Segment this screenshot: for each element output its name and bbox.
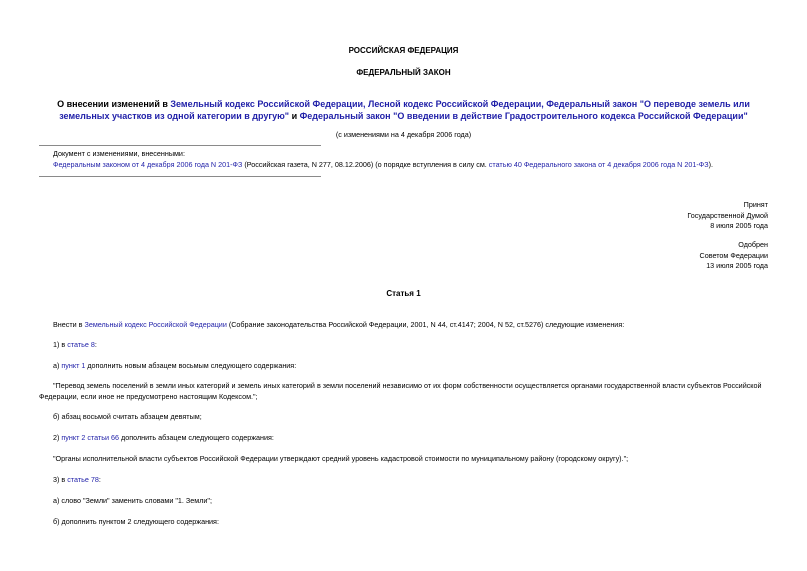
item-1a-link-point-1[interactable]: пункт 1 xyxy=(61,361,86,370)
adoption-accepted: Принят xyxy=(743,200,768,209)
amendments-label: Документ с изменениями, внесенными: xyxy=(53,149,185,158)
item-2-pre: 2) xyxy=(53,433,62,442)
article-intro-pre: Внести в xyxy=(53,320,85,329)
amendments-link-law-201[interactable]: Федеральным законом от 4 декабря 2006 года N 201-ФЗ xyxy=(53,160,243,169)
amendments-text: (Российская газета, N 277, 08.12.2006) (о порядке вступления в силу см. xyxy=(242,160,489,169)
law-title-line-2 xyxy=(0,111,807,121)
adoption-accepted-date: 8 июля 2005 года xyxy=(710,221,768,230)
item-3b: б) дополнить пунктом 2 следующего содержания: xyxy=(53,517,219,526)
law-title-line-1 xyxy=(0,99,807,109)
item-1-post: : xyxy=(94,340,97,349)
item-3 xyxy=(53,475,101,484)
item-1a xyxy=(53,361,296,370)
law-type-heading: ФЕДЕРАЛЬНЫЙ ЗАКОН xyxy=(356,68,451,77)
quote-1-line-1: "Перевод земель поселений в земли иных категорий и земель иных категорий в земли поселений независимо от их форм собственности осуществляется органами государственной власти субъектов Российской xyxy=(53,381,762,390)
federation-heading: РОССИЙСКАЯ ФЕДЕРАЦИЯ xyxy=(348,46,459,55)
law-title-conjunction: и xyxy=(289,111,300,121)
item-2 xyxy=(53,433,274,442)
article-intro-link-land-code[interactable]: Земельный кодекс Российской Федерации xyxy=(84,320,227,329)
adoption-approved: Одобрен xyxy=(738,240,768,249)
amended-note: (с изменениями на 4 декабря 2006 года) xyxy=(335,130,472,139)
item-1-link-article-8[interactable]: статье 8 xyxy=(67,340,95,349)
amendments-text-end: ). xyxy=(708,160,713,169)
item-1-pre: 1) в xyxy=(53,340,68,349)
amendments-link-article-40[interactable]: статью 40 Федерального закона от 4 декабря 2006 года N 201-ФЗ xyxy=(488,160,709,169)
item-2-link-article-66[interactable]: пункт 2 статьи 66 xyxy=(61,433,120,442)
amendments-line xyxy=(53,160,713,169)
article-heading: Статья 1 xyxy=(386,289,421,298)
item-1a-pre: а) xyxy=(53,361,62,370)
article-intro-post: (Собрание законодательства Российской Федерации, 2001, N 44, ст.4147; 2004, N 52, ст.5276) следующие изменения: xyxy=(226,320,625,329)
law-title-link-intro-law[interactable]: Федеральный закон "О введении в действие Градостроительного кодекса Российской Федерации" xyxy=(299,111,748,121)
adoption-duma: Государственной Думой xyxy=(687,211,768,220)
item-1 xyxy=(53,340,97,349)
item-3-post: : xyxy=(98,475,101,484)
item-2-post: дополнить абзацем следующего содержания: xyxy=(119,433,274,442)
item-1b: б) абзац восьмой считать абзацем девятым; xyxy=(53,412,202,421)
adoption-council: Советом Федерации xyxy=(699,251,768,260)
law-title-link-transfer-law[interactable]: земельных участков из одной категории в другую" xyxy=(59,111,290,121)
item-3a: а) слово "Земли" заменить словами "1. Земли"; xyxy=(53,496,212,505)
amendments-bottom-rule xyxy=(39,176,321,177)
law-title-link-codes[interactable]: Земельный кодекс Российской Федерации, Лесной кодекс Российской Федерации, Федеральный закон "О переводе земель или xyxy=(170,99,750,109)
adoption-approved-date: 13 июля 2005 года xyxy=(706,261,768,270)
quote-2: "Органы исполнительной власти субъектов Российской Федерации утверждают средний уровень кадастровой стоимости по муниципальному району (городскому округу)."; xyxy=(53,454,629,463)
quote-1-line-2: Федерации, если иное не предусмотрено настоящим Кодексом."; xyxy=(39,392,258,401)
item-3-link-article-78[interactable]: статье 78 xyxy=(67,475,99,484)
law-title-prefix: О внесении изменений в xyxy=(57,99,171,109)
item-3-pre: 3) в xyxy=(53,475,68,484)
item-1a-post: дополнить новым абзацем восьмым следующего содержания: xyxy=(85,361,297,370)
article-intro xyxy=(53,320,624,329)
amendments-top-rule xyxy=(39,145,321,146)
